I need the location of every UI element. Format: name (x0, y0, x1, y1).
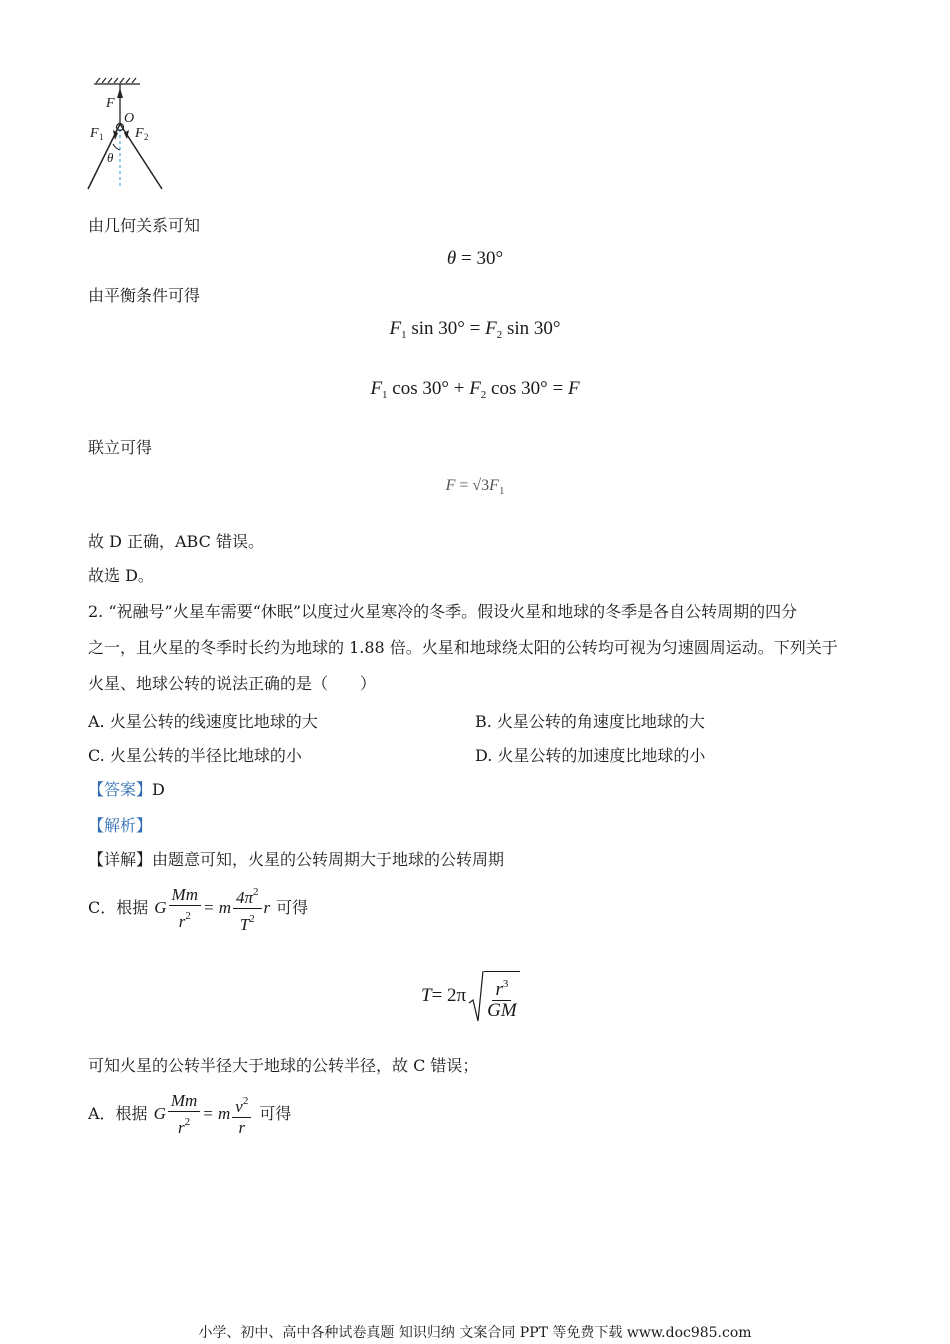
a-frac-1-den-sup: 2 (184, 1115, 191, 1128)
eq3-lhs: F (445, 477, 456, 494)
conclusion-2: 故选 D。 (88, 566, 154, 585)
period-T: T (421, 985, 432, 1006)
page-footer: 小学、初中、高中各种试卷真题 知识归纳 文案合同 PPT 等免费下载 www.doc985.com (198, 1325, 752, 1341)
arrow-F (117, 88, 123, 98)
label-F1-sub: 1 (99, 132, 104, 142)
a-suffix: 可得 (259, 1104, 292, 1123)
c-frac-2 (233, 882, 262, 935)
eq1-end: sin 30° (502, 318, 561, 339)
a-frac-1-den (175, 1112, 193, 1138)
a-frac-2-den: r (238, 1117, 246, 1137)
question-2-line-1: 2. “祝融号”火星车需要“休眠”以度过火星寒冷的冬季。假设火星和地球的冬季是各自公转周期的四分 (88, 602, 798, 621)
question-2-line-2: 之一，且火星的冬季时长约为地球的 1.88 倍。火星和地球绕太阳的公转均可视为匀速圆周运动。下列关于 (88, 638, 838, 657)
label-F2: F (135, 126, 144, 141)
period-mid: = 2π (431, 985, 467, 1006)
eq2-sub2: 2 (480, 389, 487, 401)
option-d: D. 火星公转的加速度比地球的小 (475, 746, 706, 765)
c-frac-2-den-val: T (239, 914, 250, 934)
c-line (88, 884, 309, 934)
eq2-mid2: cos 30° = (486, 378, 568, 399)
c-frac-1-den-r: r (178, 911, 186, 931)
question-2-line-3: 火星、地球公转的说法正确的是（ ） (88, 674, 377, 693)
conclusion-1: 故 D 正确，ABC 错误。 (88, 532, 264, 551)
theta-arc (113, 144, 120, 150)
theta-var: θ (446, 248, 457, 269)
detail-tag: 【详解】 (88, 850, 153, 869)
a-frac-2-num (232, 1091, 251, 1118)
eq3-mid: = √3 (455, 477, 490, 494)
equation-period (421, 966, 522, 1026)
a-frac-1-den-r: r (178, 1117, 185, 1137)
a-G: G (153, 1104, 166, 1123)
period-den: GM (487, 1000, 517, 1021)
eq3-sub: 1 (498, 485, 505, 497)
period-frac (484, 971, 520, 1021)
c-prefix: C．根据 (88, 898, 149, 917)
a-frac-2-num-v: v (235, 1096, 243, 1116)
c-eq-m: = m (202, 898, 231, 917)
ceiling-hatch (94, 78, 140, 84)
eq2-rhs: F (567, 378, 580, 399)
label-theta: θ (107, 150, 114, 165)
equation-sin (0, 317, 950, 347)
label-F2-sub: 2 (144, 132, 149, 142)
eq2-f2: F (469, 378, 481, 399)
eq1-mid: sin 30° = (406, 318, 486, 339)
c-frac-2-den-sup: 2 (249, 912, 255, 925)
option-c: C. 火星公转的半径比地球的小 (88, 746, 302, 765)
eq1-sub1: 1 (401, 329, 407, 341)
a-line (88, 1092, 291, 1136)
eq2-sub1: 1 (382, 389, 388, 401)
c-frac-1-den-sup: 2 (185, 909, 191, 922)
equation-theta (0, 247, 950, 271)
eq3-f1: F (489, 477, 499, 494)
period-num-r: r (495, 979, 503, 1000)
c-conclusion: 可知火星的公转半径大于地球的公转半径，故 C 错误； (88, 1056, 479, 1075)
sqrt-sign (468, 969, 484, 1023)
answer-tag: 【答案】 (88, 780, 153, 799)
analysis-tag: 【解析】 (88, 816, 153, 835)
eq2-f1: F (370, 378, 383, 399)
eq1-sub2: 2 (496, 329, 503, 341)
period-num (492, 974, 511, 1001)
a-prefix: A．根据 (88, 1104, 148, 1123)
eq1-f1: F (389, 318, 402, 339)
label-F: F (106, 96, 115, 111)
a-eq-m: = m (202, 1104, 231, 1123)
c-suffix: 可得 (276, 898, 309, 917)
c-frac-1-num: Mm (169, 885, 201, 906)
detail-line (88, 850, 504, 870)
equation-cos (0, 377, 950, 407)
theta-rhs: = 30° (456, 248, 504, 269)
a-frac-2 (232, 1091, 251, 1138)
a-frac-1-num: Mm (168, 1091, 200, 1112)
c-G: G (154, 898, 167, 917)
label-F1: F (90, 126, 99, 141)
c-frac-1 (169, 885, 201, 932)
period-num-sup: 3 (502, 978, 509, 990)
answer-line (88, 780, 165, 800)
answer-value: D (152, 780, 165, 799)
balance-intro: 由平衡条件可得 (88, 286, 201, 305)
a-frac-2-num-sup: 2 (242, 1094, 249, 1107)
geom-intro: 由几何关系可知 (88, 216, 201, 235)
c-frac-2-den (237, 909, 258, 935)
option-b: B. 火星公转的角速度比地球的大 (475, 712, 705, 731)
combine-intro: 联立可得 (88, 438, 153, 457)
c-frac-2-num (233, 882, 262, 909)
c-equation (154, 882, 270, 935)
eq1-f2: F (485, 318, 497, 339)
a-frac-1 (168, 1091, 200, 1138)
label-O: O (124, 111, 135, 126)
option-a: A. 火星公转的线速度比地球的大 (88, 712, 318, 731)
force-diagram (80, 74, 170, 194)
a-equation (154, 1091, 254, 1138)
c-frac-2-num-val: 4π (235, 887, 254, 907)
detail-text: 由题意可知，火星的公转周期大于地球的公转周期 (152, 850, 505, 869)
c-r: r (263, 898, 271, 917)
eq2-mid: cos 30° + (387, 378, 470, 399)
c-frac-1-den (176, 906, 194, 932)
equation-result (0, 474, 950, 503)
c-frac-2-num-sup: 2 (253, 885, 259, 898)
